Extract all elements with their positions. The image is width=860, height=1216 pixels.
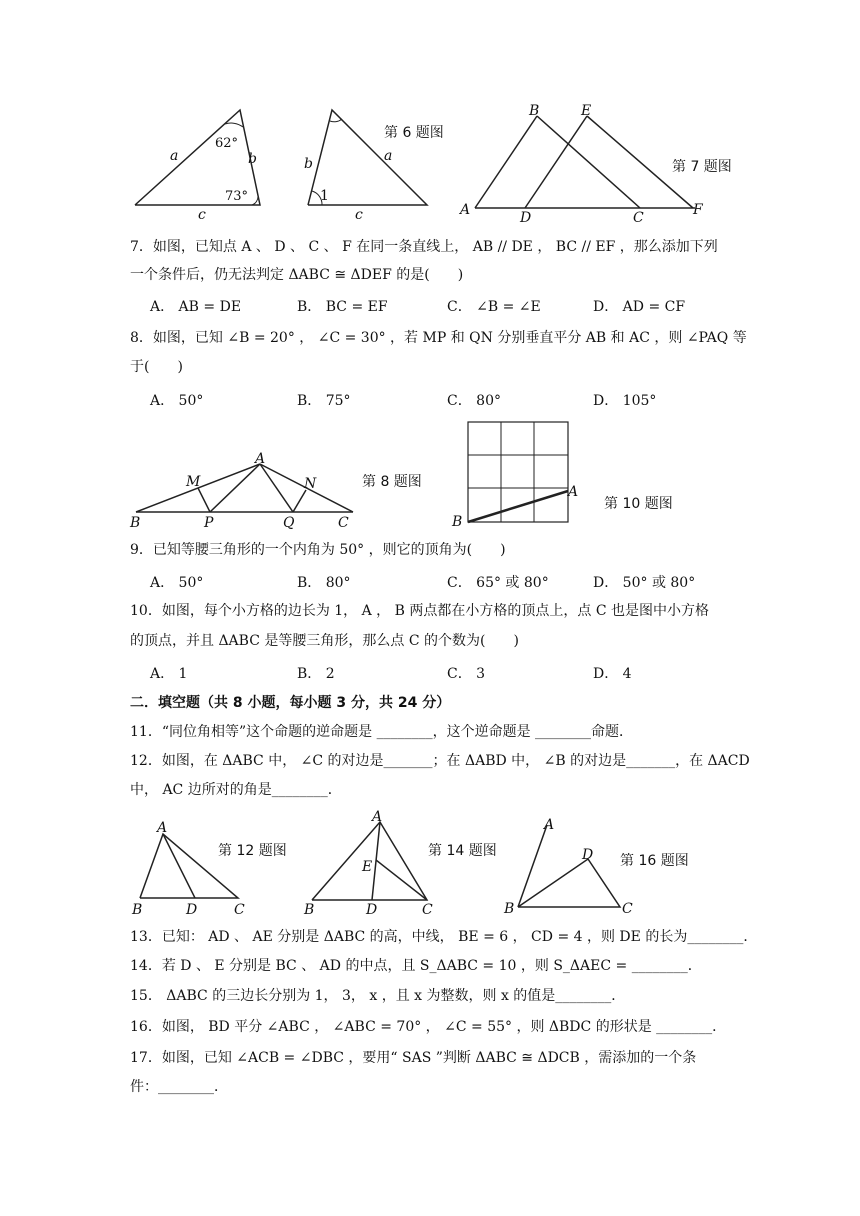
point-C: C <box>234 902 245 918</box>
point-B: B <box>304 902 315 918</box>
option-b[interactable]: B． 75° <box>297 393 351 409</box>
label-c: c <box>355 207 363 223</box>
point-A: A <box>460 202 471 218</box>
question-10-line2: 的顶点，并且 ΔABC 是等腰三角形，那么点 C 的个数为( ) <box>130 633 519 649</box>
point-C: C <box>422 902 433 918</box>
question-7-options <box>150 296 750 316</box>
question-16: 16．如图， BD 平分 ∠ABC ， ∠ABC = 70° ， ∠C = 55° ，则 ΔBDC 的形状是 ________． <box>130 1019 727 1035</box>
figure-8 <box>128 450 358 530</box>
option-b[interactable]: B． BC = EF <box>297 299 388 315</box>
point-N: N <box>304 476 317 492</box>
point-M: M <box>186 474 201 490</box>
option-c[interactable]: C． 3 <box>447 666 486 682</box>
question-17-line1: 17．如图，已知 ∠ACB = ∠DBC ，要用“ SAS ”判断 ΔABC ≅ ΔDCB ，需添加的一个条 <box>130 1050 697 1066</box>
option-b[interactable]: B． 80° <box>297 575 351 591</box>
caption-fig14: 第 14 题图 <box>428 843 497 859</box>
point-D: D <box>186 902 198 918</box>
point-C: C <box>622 901 633 917</box>
point-A: A <box>372 809 383 825</box>
caption-fig7: 第 7 题图 <box>672 159 732 175</box>
question-9-options <box>150 572 750 592</box>
question-12-line1: 12．如图，在 ΔABC 中， ∠C 的对边是_______；在 ΔABD 中， ∠B 的对边是_______，在 ΔACD <box>130 753 750 769</box>
option-b[interactable]: B． 2 <box>297 666 335 682</box>
caption-fig6: 第 6 题图 <box>384 125 444 141</box>
point-A: A <box>568 484 579 500</box>
option-a[interactable]: A． 50° <box>150 393 204 409</box>
figure-16 <box>500 815 640 919</box>
question-7-line1: 7．如图，已知点 A 、 D 、 C 、 F 在同一条直线上， AB // DE ， BC // EF ，那么添加下列 <box>130 239 718 255</box>
point-B: B <box>529 103 540 119</box>
figure-10-grid <box>450 418 600 530</box>
question-7-line2: 一个条件后，仍无法判定 ΔABC ≅ ΔDEF 的是( ) <box>130 267 464 283</box>
caption-fig12: 第 12 题图 <box>218 843 287 859</box>
option-a[interactable]: A． 1 <box>150 666 188 682</box>
point-C: C <box>633 210 644 226</box>
question-9-line1: 9．已知等腰三角形的一个内角为 50° ，则它的顶角为( ) <box>130 542 506 558</box>
label-a: a <box>384 148 393 164</box>
question-8-line1: 8．如图，已知 ∠B = 20° ， ∠C = 30° ，若 MP 和 QN 分别垂直平分 AB 和 AC ，则 ∠PAQ 等 <box>130 330 747 346</box>
caption-fig10: 第 10 题图 <box>604 496 673 512</box>
option-c[interactable]: C． 65° 或 80° <box>447 575 549 591</box>
question-15: 15． ΔABC 的三边长分别为 1， 3， x ，且 x 为整数，则 x 的值是________． <box>130 988 626 1004</box>
label-b: b <box>248 151 257 167</box>
question-13: 13．已知： AD 、 AE 分别是 ΔABC 的高，中线， BE = 6 ， CD = 4 ，则 DE 的长为________． <box>130 929 758 945</box>
option-c[interactable]: C． ∠B = ∠E <box>447 299 541 315</box>
angle-1: 1 <box>320 188 329 204</box>
point-C: C <box>338 515 349 531</box>
point-F: F <box>693 202 703 218</box>
point-P: P <box>204 515 214 531</box>
figure-14 <box>300 808 450 920</box>
option-d[interactable]: D． 50° 或 80° <box>593 575 696 591</box>
point-B: B <box>130 515 141 531</box>
point-B: B <box>452 514 463 530</box>
question-17-line2: 件：________． <box>130 1079 228 1095</box>
question-12-line2: 中， AC 边所对的角是________． <box>130 782 342 798</box>
option-d[interactable]: D． 105° <box>593 393 657 409</box>
label-a: a <box>170 148 179 164</box>
question-10-options <box>150 663 750 683</box>
option-c[interactable]: C． 80° <box>447 393 501 409</box>
option-a[interactable]: A． AB = DE <box>150 299 242 315</box>
caption-fig8: 第 8 题图 <box>362 474 422 490</box>
point-A: A <box>157 820 168 836</box>
figure-triangle-62-73 <box>130 105 270 223</box>
point-D: D <box>366 902 378 918</box>
angle-73: 73° <box>225 189 249 204</box>
figure-12 <box>128 818 258 918</box>
point-E: E <box>362 859 373 875</box>
point-A: A <box>255 451 266 467</box>
point-Q: Q <box>283 515 295 531</box>
option-a[interactable]: A． 50° <box>150 575 204 591</box>
question-8-options <box>150 390 750 410</box>
point-D: D <box>520 210 532 226</box>
option-d[interactable]: D． 4 <box>593 666 632 682</box>
point-B: B <box>132 902 143 918</box>
question-14: 14．若 D 、 E 分别是 BC 、 AD 的中点，且 S_ΔABC = 10 ，则 S_ΔAEC = ________． <box>130 958 702 974</box>
label-b: b <box>304 156 313 172</box>
point-E: E <box>581 103 592 119</box>
point-A: A <box>544 817 555 833</box>
label-c: c <box>198 207 206 223</box>
angle-62: 62° <box>215 136 239 151</box>
point-B: B <box>504 901 515 917</box>
section-heading: 二．填空题（共 8 小题，每小题 3 分，共 24 分） <box>130 695 451 711</box>
option-d[interactable]: D． AD = CF <box>593 299 686 315</box>
point-D: D <box>582 847 594 863</box>
question-8-line2: 于( ) <box>130 359 183 375</box>
question-11: 11．“同位角相等”这个命题的逆命题是 ________，这个逆命题是 ________命题． <box>130 724 634 740</box>
question-10-line1: 10．如图，每个小方格的边长为 1， A ， B 两点都在小方格的顶点上，点 C 也是图中小方格 <box>130 603 709 619</box>
caption-fig16: 第 16 题图 <box>620 853 689 869</box>
